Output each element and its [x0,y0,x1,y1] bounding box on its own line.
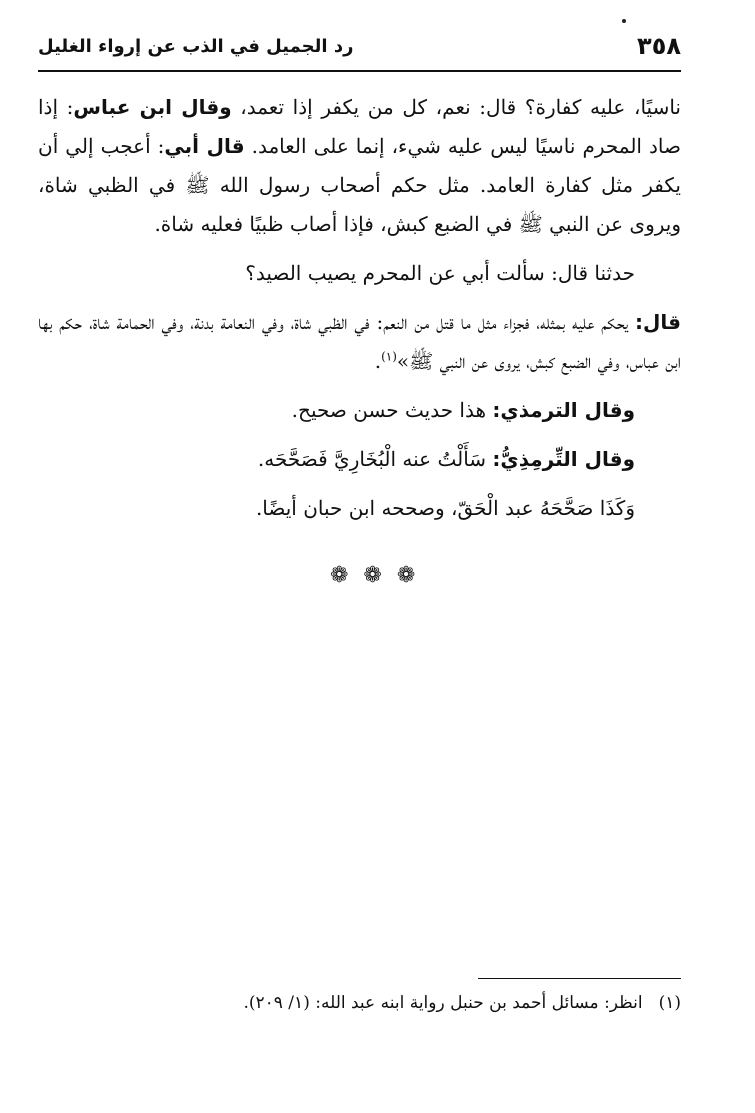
footnote-number: (١) [658,993,681,1013]
footnote-reference: (١) [381,349,397,364]
footnote [38,988,681,1018]
p1-text-3: : أعجب إلي أن يكفر مثل كفارة العامد. مثل حكم أصحاب رسول الله ﷺ في الظبي شاة، ويروى عن النبي ﷺ في الضبع كبش، فإذا أصاب ظبيًا فعليه شاة. [38,134,681,236]
footnote-text: انظر: مسائل أحمد بن حنبل رواية ابنه عبد الله: (١/ ٢٠٩). [243,993,643,1013]
p3-text-2: . [374,349,382,373]
paragraph-3 [38,303,681,381]
p1-bold-qala-abi: قال أبي [164,134,245,158]
paragraph-4 [38,391,681,430]
page-header [38,30,681,72]
p4-text: هذا حديث حسن صحيح. [291,398,493,422]
page-number: ٣٥٨ [637,32,681,60]
section-ornament: ❁ ❁ ❁ [330,563,420,588]
paragraph-1 [38,88,681,244]
paragraph-5 [38,440,681,479]
p5-bold-tirmidhi: وقال التِّرمِذِيُّ: [492,447,635,471]
paragraph-2: حدثنا قال: سألت أبي عن المحرم يصيب الصيد؟ [245,261,635,285]
corner-mark [622,19,626,23]
paragraph-6: وَكَذَا صَحَّحَهُ عبد الْحَقّ، وصححه ابن حبان أيضًا. [255,496,635,520]
p1-bold-ibn-abbas: وقال ابن عباس [73,95,232,119]
footnote-divider [478,978,681,979]
p1-text-1: ناسيًا، عليه كفارة؟ قال: نعم، كل من يكفر إذا تعمد، [231,95,681,119]
p4-bold-tirmidhi: وقال الترمذي: [492,398,635,422]
p3-bold-qala: قال: [635,310,681,334]
p5-text: سَأَلْتُ عنه الْبُخَارِيَّ فَصَحَّحَه. [257,447,493,471]
main-text [38,88,681,538]
p1-text-2: : إذا صاد المحرم ناسيًا ليس عليه شيء، إنما على العامد. [38,95,681,158]
p3-text-1: يحكم عليه بمثله، فجزاء مثل ما قتل من النعم: في الظبي شاة، وفي النعامة بدنة، وفي الحمامة شاة، حكم بها ابن عباس، وفي الضبع كبش، يروى عن النبي ﷺ» [38,310,681,373]
running-title: رد الجميل في الذب عن إرواء الغليل [38,36,354,57]
